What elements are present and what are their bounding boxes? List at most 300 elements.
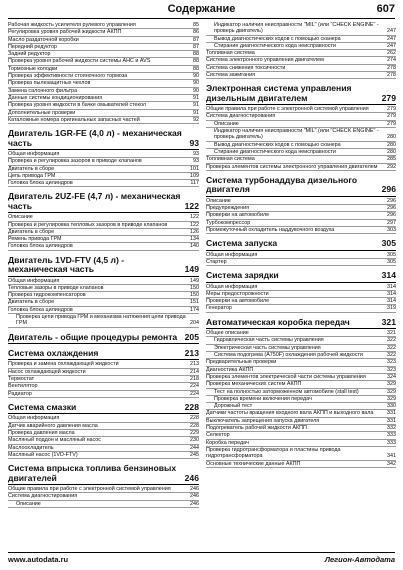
entry-title: Рабочая жидкость усилителя рулевого управления [8,22,136,28]
toc-entry[interactable] [8,376,199,383]
entry-title: Топливная система [206,156,255,163]
entry-page: 88 [193,58,199,65]
toc-entry[interactable] [206,121,396,128]
entry-page: 90 [193,73,199,80]
entry-page: 280 [387,134,396,141]
entry-page: 90 [193,80,199,87]
section-title: Система смазки [8,401,77,412]
toc-entry[interactable] [8,285,199,292]
entry-title: Общая информация [206,283,258,290]
entry-page: 331 [387,410,396,417]
toc-section [8,464,199,508]
toc-entry[interactable] [206,22,396,36]
entry-page: 88 [193,51,199,58]
entry-title: Проверка и замена охлаждающей жидкости [8,361,119,368]
toc-entry[interactable] [206,330,396,337]
entry-page: 278 [387,64,396,71]
entry-title: Общие правила при работе с электронной системой управления [8,485,171,492]
entry-title: Проверка уровня рабочей жидкости системы AHC и AVS [8,58,151,65]
footer-site: www.autodata.ru [8,555,69,564]
toc-entry[interactable] [206,142,396,149]
toc-entry[interactable] [206,198,396,205]
entry-title: Головка блока цилиндров [8,243,73,250]
toc-entry[interactable] [206,128,396,142]
entry-page: 329 [387,395,396,402]
entry-title: Проверка и регулировка тепловых зазоров в приводе клапанов [8,221,168,228]
toc-entry[interactable] [8,437,199,444]
toc-entry[interactable] [8,415,199,422]
toc-entry[interactable] [8,307,199,314]
page-title: Содержание [167,3,236,15]
section-heading[interactable] [206,239,396,250]
toc-entry[interactable] [206,43,396,50]
toc-entry[interactable] [8,445,199,452]
entry-title: Тест на полностью заторможенном автомобиле (stall test) [214,388,359,395]
entry-page: 279 [387,113,396,120]
entry-title: Проверка времени включения передач [214,395,312,402]
entry-title: Маслоохладитель [8,444,54,451]
entry-page: 228 [190,415,199,422]
entry-title: Предупреждения [206,204,250,211]
toc-entry[interactable] [8,73,199,80]
section-page: 314 [381,270,396,281]
entry-page: 244 [190,444,199,451]
toc-entry[interactable] [8,383,199,390]
entry-page: 174 [190,306,199,313]
entry-title: Система снижения токсичности [206,64,286,71]
entry-title: Основные технические данные АКПП [206,460,301,467]
toc-section [8,192,199,250]
entry-title: Дополнительные проверки [8,109,76,116]
entry-page: 246 [190,500,199,507]
toc-entry[interactable] [206,410,396,417]
entry-page: 246 [190,493,199,500]
entry-title: Общие правила при работе с электронной системой управления [206,106,369,113]
toc-column-left [8,22,199,548]
entry-page: 333 [387,439,396,446]
toc-entry[interactable] [206,381,396,388]
toc-entry[interactable] [8,88,199,95]
toc-entry[interactable] [8,493,199,500]
section-title: Двигатель 1VD-FTV (4,5 л) - механическая часть [8,254,125,275]
entry-page: 91 [193,94,199,101]
entry-page: 247 [387,28,396,35]
toc-entry[interactable] [8,236,199,243]
entry-title: Каталожные номера оригинальных запасных частей [8,116,140,123]
toc-section [8,22,199,124]
toc-entry[interactable] [8,229,199,236]
section-page: 279 [381,92,396,103]
entry-page: 314 [387,298,396,305]
page-header [8,4,395,19]
section-title: Двигатель 1GR-FE (4,0 л) - механическая часть [8,128,182,148]
toc-entry[interactable] [8,80,199,87]
entry-page: 342 [387,460,396,467]
entry-title: Описание [8,214,33,221]
entry-title: Гидравлическая часть системы управления [214,337,324,344]
entry-page: 296 [387,204,396,211]
entry-title: Тепловые зазоры в приводе клапанов [8,284,104,291]
entry-page: 321 [387,330,396,337]
toc-entry[interactable] [206,305,396,312]
entry-title: Двигатель в сборе [8,165,55,172]
toc-entry[interactable] [8,423,199,430]
section-title: Система турбонаддува дизельного двигателя [206,174,358,195]
section-page: 321 [381,316,396,327]
toc-entry[interactable] [8,117,199,124]
toc-entry[interactable] [206,461,396,468]
entry-page: 134 [190,236,199,243]
toc-entry[interactable] [8,486,199,493]
toc-entry[interactable] [8,166,199,173]
entry-page: 322 [387,352,396,359]
toc-entry[interactable] [8,110,199,117]
toc-section [206,84,396,170]
entry-title: Задний редуктор [8,51,51,58]
entry-page: 332 [387,425,396,432]
entry-title: Головка блока цилиндров [8,306,73,313]
section-page: 305 [381,238,396,249]
entry-title: Система электронного управления двигателем [206,57,324,64]
toc-entry[interactable] [8,501,199,508]
toc-section [8,333,199,344]
toc-entry[interactable] [206,425,396,432]
entry-page: 247 [387,35,396,42]
toc-entry[interactable] [206,65,396,72]
toc-entry[interactable] [8,158,199,165]
entry-page: 280 [387,148,396,155]
entry-title: Система подогрева (A750F) охлаждения рабочей жидкости [214,352,363,359]
entry-page: 122 [190,221,199,228]
entry-title: Масляный насос (1VD-FTV) [8,451,78,458]
toc-section [8,403,199,459]
section-title: Система охлаждения [8,348,99,359]
toc-entry[interactable] [206,298,396,305]
entry-page: 297 [387,219,396,226]
toc-entry[interactable] [206,205,396,212]
section-heading[interactable] [206,176,396,197]
entry-title: Проверка эффективности стояночного тормоза [8,73,128,80]
entry-page: 322 [387,344,396,351]
toc-entry[interactable] [8,29,199,36]
entry-page: 91 [193,109,199,116]
entry-page: 91 [193,102,199,109]
entry-page: 262 [387,50,396,57]
toc-entry[interactable] [206,345,396,352]
section-title: Автоматическая коробка передач [206,316,350,327]
entry-title: Масло раздаточной коробки [8,36,79,43]
entry-title: Вентилятор [8,383,38,390]
entry-title: Регулировка уровня рабочей жидкости АКПП [8,29,122,36]
entry-page: 204 [190,320,199,327]
toc-entry[interactable] [8,391,199,398]
entry-page: 90 [193,87,199,94]
entry-title: Диагностика АКПП [206,366,254,373]
entry-title: Выключатель запрещения запуска двигателя [206,417,320,424]
entry-page: 87 [193,36,199,43]
toc-entry[interactable] [8,369,199,376]
toc-section [8,256,199,328]
entry-page: 224 [190,390,199,397]
section-page: 122 [184,200,199,211]
toc-entry[interactable] [206,212,396,219]
entry-page: 319 [387,305,396,312]
entry-title: Общая информация [8,277,60,284]
entry-title: Замена салонного фильтра [8,87,78,94]
entry-page: 117 [190,180,199,187]
entry-title: Проверка цепи привода ГРМ и механизма натяжения цепи привода ГРМ [16,314,186,327]
entry-title: Промежуточный охладитель наддувочного воздуха [206,226,335,233]
entry-title: Генератор [206,305,232,312]
toc-entry[interactable] [8,292,199,299]
toc-entry[interactable] [206,284,396,291]
entry-title: Проверка пылезащитных чехлов [8,80,91,87]
entry-title: Тормозные колодки [8,65,58,72]
toc-entry[interactable] [206,389,396,396]
toc-entry[interactable] [206,418,396,425]
toc-section [206,318,396,468]
toc-entry[interactable] [206,432,396,439]
entry-page: 279 [387,120,396,127]
entry-title: Проверка гидрокомпенсаторов [8,292,86,299]
entry-page: 230 [190,437,199,444]
entry-page: 323 [387,359,396,366]
section-title: Система впрыска топлива бензиновых двигателей [8,463,177,483]
entry-title: Система диагностирования [8,493,78,500]
entry-page: 93 [193,150,199,157]
toc-entry[interactable] [206,72,396,79]
entry-page: 87 [193,43,199,50]
toc-entry[interactable] [206,367,396,374]
entry-page: 228 [190,422,199,429]
entry-title: Описание [16,500,41,507]
toc-entry[interactable] [206,403,396,410]
entry-page: 285 [387,156,396,163]
entry-page: 140 [190,243,199,250]
toc-entry[interactable] [206,337,396,344]
entry-title: Радиатор [8,390,32,397]
entry-title: Проверки на автомобиле [206,212,270,219]
toc-entry[interactable] [8,314,199,328]
entry-title: Головка блока цилиндров [8,180,73,187]
toc-entry[interactable] [8,243,199,250]
toc-entry[interactable] [206,440,396,447]
entry-page: 329 [387,388,396,395]
entry-page: 109 [190,172,199,179]
entry-title: Двигатель в сборе [8,228,55,235]
toc-entry[interactable] [8,37,199,44]
toc-entry[interactable] [206,156,396,163]
entry-page: 296 [387,212,396,219]
toc-entry[interactable] [8,452,199,459]
entry-title: Система зажигания [206,72,256,79]
entry-title: Вывод диагностических кодов с помощью сканера [214,141,341,148]
entry-page: 150 [190,292,199,299]
toc-entry[interactable] [206,252,396,259]
section-heading[interactable] [206,318,396,329]
toc-entry[interactable] [8,214,199,221]
toc-section [206,271,396,313]
toc-entry[interactable] [206,57,396,64]
toc-entry[interactable] [206,106,396,113]
toc-entry[interactable] [206,447,396,461]
toc-entry[interactable] [206,227,396,234]
entry-page: 218 [190,376,199,383]
entry-title: Ремень привода ГРМ [8,236,62,243]
section-heading[interactable] [8,192,199,213]
entry-page: 280 [387,141,396,148]
entry-title: Индикатор наличия неисправности "MIL" (или "CHECK ENGINE" - проверь двигатель) [214,22,379,35]
entry-page: 333 [387,432,396,439]
section-page: 93 [189,137,199,148]
entry-title: Стирание диагностического кода неисправности [214,148,336,155]
entry-page: 224 [190,383,199,390]
entry-title: Описание [206,197,231,204]
entry-page: 213 [190,361,199,368]
entry-page: 324 [387,373,396,380]
entry-page: 246 [190,485,199,492]
toc-entry[interactable] [206,164,396,171]
entry-page: 88 [193,65,199,72]
entry-title: Описание [214,120,239,127]
toc-entry[interactable] [8,361,199,368]
entry-title: Двигатель в сборе [8,299,55,306]
entry-title: Коробка передач [206,439,249,446]
entry-title: Проверка элементов системы электронного управления двигателем [206,163,378,170]
section-heading[interactable] [206,271,396,282]
section-page: 246 [184,472,199,483]
toc-section [206,22,396,79]
toc-entry[interactable] [206,36,396,43]
toc-entry[interactable] [8,151,199,158]
entry-page: 305 [387,251,396,258]
toc-entry[interactable] [8,102,199,109]
entry-title: Общая информация [206,251,258,258]
entry-page: 101 [190,165,199,172]
entry-title: Проверка механических систем АКПП [206,381,302,388]
section-heading[interactable] [8,403,199,414]
section-page: 149 [184,264,199,275]
entry-page: 303 [387,226,396,233]
toc-entry[interactable] [206,149,396,156]
toc-entry[interactable] [8,66,199,73]
entry-title: Проверка давления масла [8,429,75,436]
entry-title: Общая информация [8,415,60,422]
entry-page: 93 [193,158,199,165]
section-title: Система запуска [206,238,278,249]
toc-entry[interactable] [8,278,199,285]
entry-page: 305 [387,258,396,265]
entry-title: Цепь привода ГРМ [8,172,56,179]
entry-title: Стирание диагностического кода неисправности [214,42,336,49]
toc-entry[interactable] [206,352,396,359]
entry-page: 278 [387,72,396,79]
entry-page: 330 [387,403,396,410]
toc-entry[interactable] [206,359,396,366]
entry-title: Дорожный тест [214,403,253,410]
entry-title: Передний редуктор [8,43,57,50]
section-heading[interactable] [8,349,199,360]
section-page: 296 [381,184,396,195]
toc-column-right [206,22,396,548]
entry-page: 122 [190,214,199,221]
entry-page: 314 [387,283,396,290]
entry-title: Проверка и регулировка зазоров в приводе клапанов [8,158,142,165]
entry-title: Общее описание [206,330,249,337]
entry-page: 279 [387,106,396,113]
entry-page: 247 [387,42,396,49]
entry-title: Селектор [206,432,230,439]
toc-entry[interactable] [206,50,396,57]
toc-entry[interactable] [8,173,199,180]
entry-title: Проверки на автомобиле [206,298,270,305]
toc-section [8,349,199,398]
toc-entry[interactable] [8,222,199,229]
entry-title: Электрическая часть системы управления [214,344,321,351]
toc-entry[interactable] [206,113,396,120]
section-heading[interactable] [8,129,199,150]
entry-title: Топливная система [206,50,255,57]
toc-entry[interactable] [206,220,396,227]
page-number: 607 [376,3,395,15]
entry-page: 331 [387,417,396,424]
entry-title: Проверка уровня жидкости в бачке омывателей стекол [8,102,146,109]
entry-title: Датчики частоты вращения входного вала АКПП и выходного вала [206,410,374,417]
entry-page: 245 [190,451,199,458]
toc-entry[interactable] [8,299,199,306]
entry-page: 341 [387,453,396,460]
toc-section [206,176,396,234]
section-title: Двигатель 2UZ-FE (4,7 л) - механическая часть [8,191,181,211]
entry-title: Проверка элементов электрической части системы управления [206,373,366,380]
section-page: 213 [184,348,199,359]
section-title: Электронная система управления дизельным двигателем [206,83,352,103]
entry-page: 86 [193,29,199,36]
entry-page: 292 [387,163,396,170]
section-page: 228 [184,401,199,412]
entry-title: Стартер [206,258,227,265]
entry-title: Проверка гидротрансформатора и пластины привода гидротрансформатора [206,446,341,460]
section-heading[interactable] [206,84,396,105]
entry-title: Масляный поддон и масляный насос [8,437,101,444]
toc-entry[interactable] [8,180,199,187]
toc-section [8,129,199,187]
entry-title: Индикатор наличия неисправности "MIL" (или "CHECK ENGINE" - проверь двигатель) [214,128,379,141]
entry-title: Предварительные проверки [206,359,277,366]
entry-page: 329 [387,381,396,388]
entry-title: Общая информация [8,150,60,157]
entry-title: Подогреватель рабочей жидкости АКПП [206,425,307,432]
footer-publisher: Легион-Автодата [324,555,395,564]
section-heading[interactable] [8,256,199,277]
toc-entry[interactable] [206,259,396,266]
entry-page: 150 [190,284,199,291]
entry-page: 92 [193,116,199,123]
entry-title: Термостат [8,376,35,383]
section-heading[interactable] [8,333,199,344]
entry-page: 296 [387,197,396,204]
toc-section [206,239,396,266]
section-heading[interactable] [8,464,199,485]
entry-title: Система диагностирования [206,113,276,120]
toc-entry[interactable] [8,58,199,65]
entry-page: 229 [190,429,199,436]
section-page: 205 [184,331,199,342]
entry-page: 126 [190,228,199,235]
toc-entry[interactable] [206,374,396,381]
toc-entry[interactable] [206,291,396,298]
entry-page: 149 [190,277,199,284]
